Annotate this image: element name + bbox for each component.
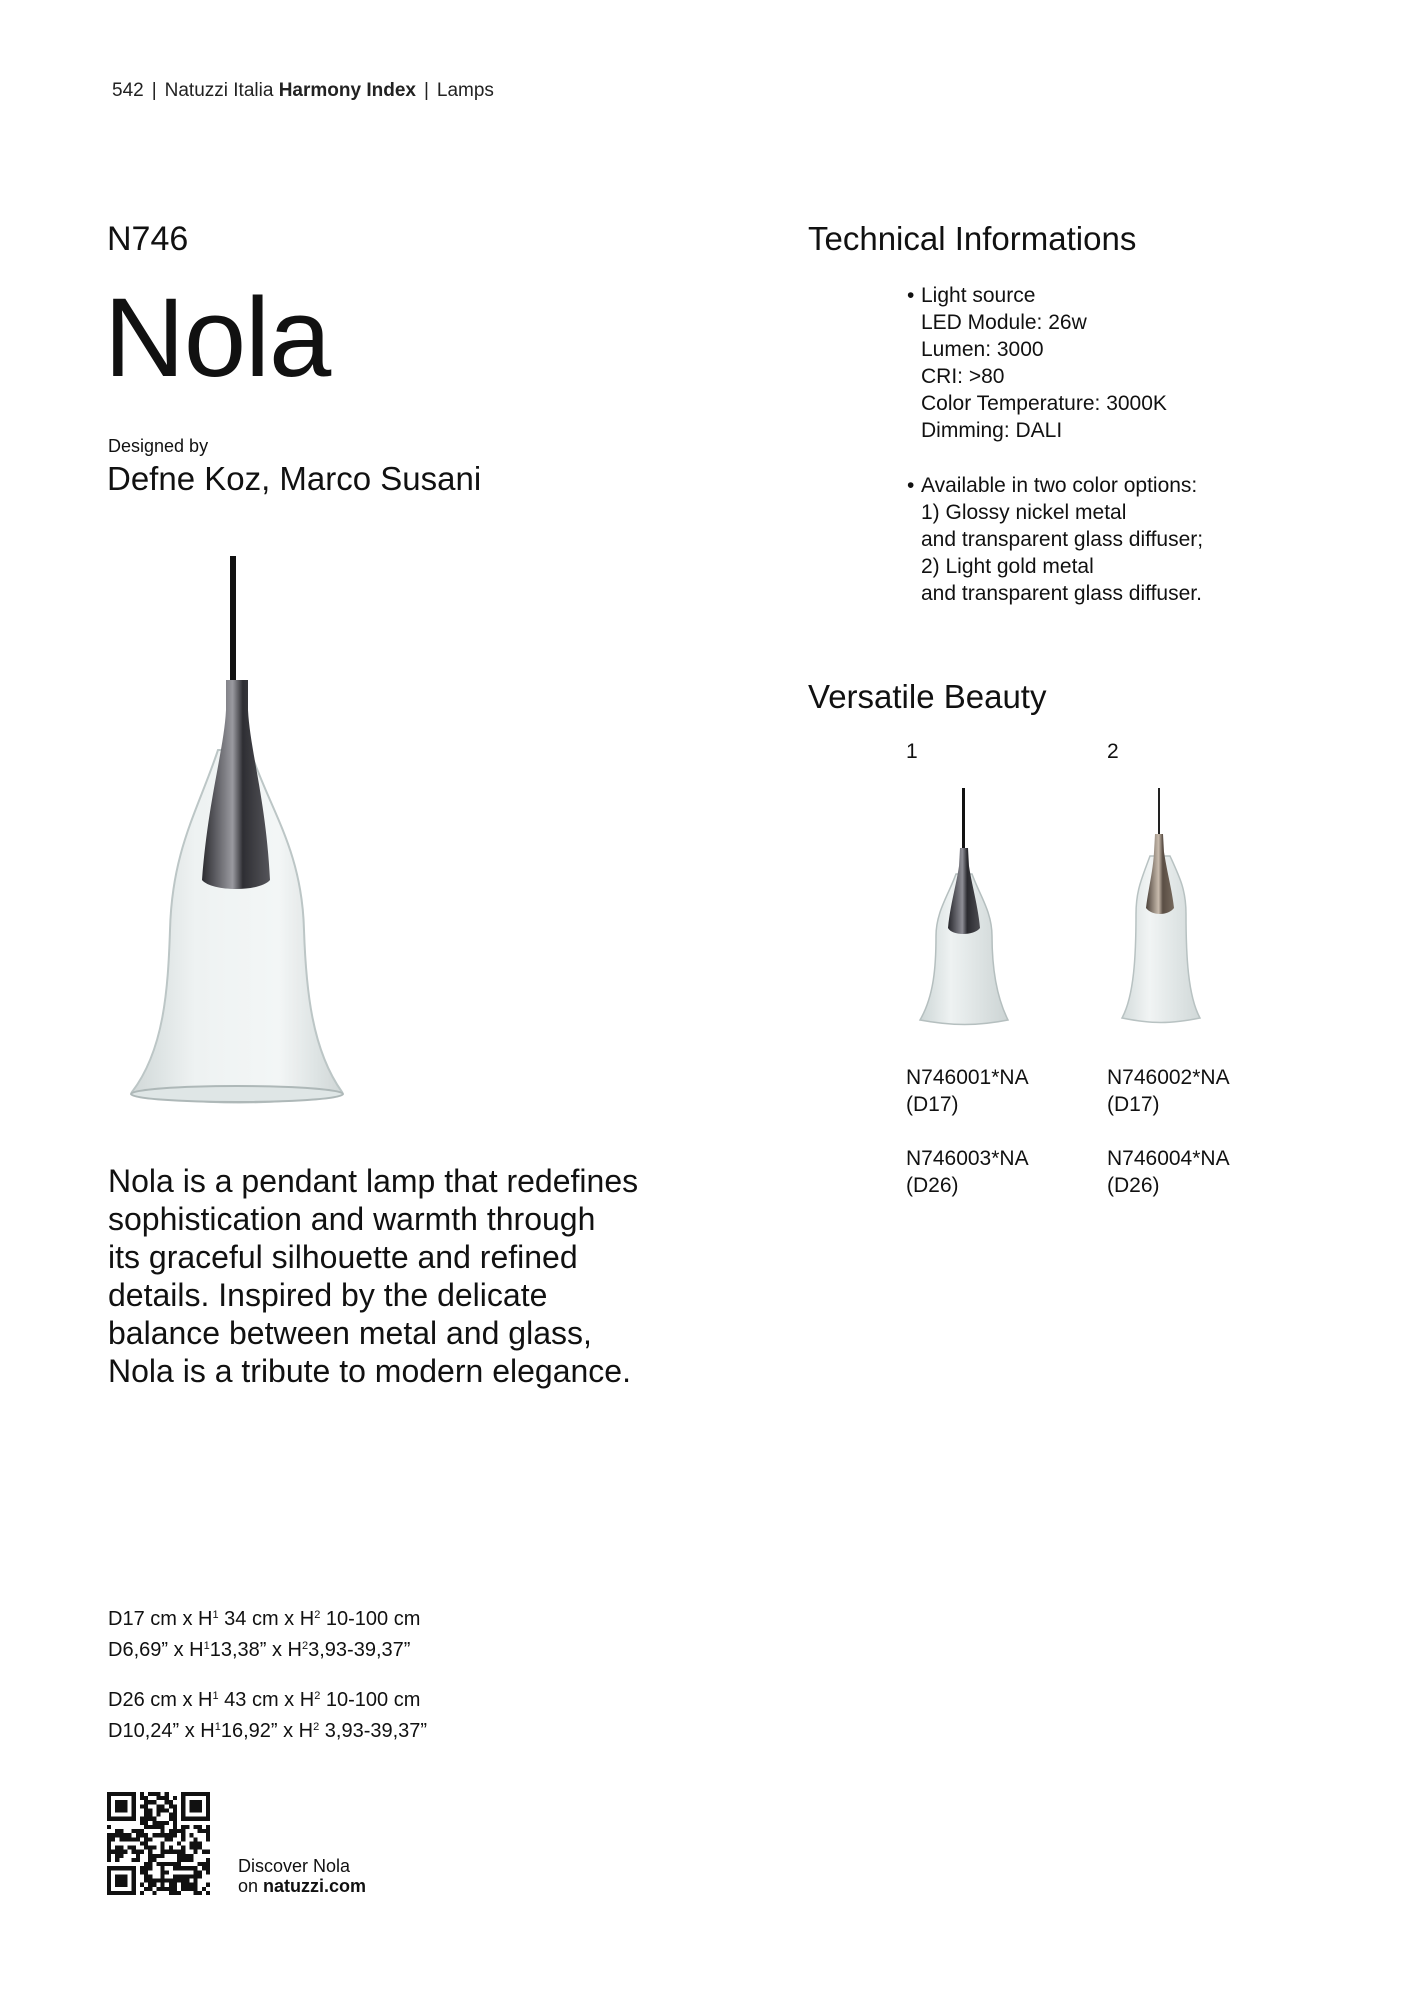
description-line: Nola is a tribute to modern elegance. [108,1353,631,1389]
spec-line: Lumen: 3000 [921,338,1044,361]
sku-code: N746004*NA [1107,1147,1230,1170]
dimensions-metric: D17 cm x $H^1$ 34 cm x $H^2$ 10-100 cm [108,1608,421,1630]
sku-code: N746001*NA [906,1066,1029,1089]
technical-title: Technical Informations [808,220,1137,257]
page-number: 542 [112,80,144,101]
description-line: its graceful silhouette and refined [108,1239,578,1275]
category-name: Lamps [436,80,494,101]
spec-line: Color Temperature: 3000K [921,392,1167,415]
sku-item [906,1064,1029,1118]
discover-link[interactable]: Discover Nola on natuzzi.com [238,1856,367,1896]
product-description [108,1162,688,1390]
product-title: Nola [104,275,331,400]
variant-lamp-nickel-image [912,786,1016,1026]
variant-number-2: 2 [1107,740,1119,763]
product-code: N746 [107,220,189,258]
dimensions-imperial: D10,24” x $H^116,92$” x $H^2$ 3,93-39,37” [108,1720,428,1742]
spec-line: and transparent glass diffuser. [921,582,1202,605]
variant-number-1: 1 [906,740,918,763]
qr-code-icon[interactable] [107,1792,210,1895]
spec-line: Available in two color options: [921,474,1198,497]
spec-line: Light source [921,284,1036,307]
designed-by-label: Designed by [108,436,209,456]
dimensions-imperial: D6,69” x $H^113,38$” x $H^23,93-39,37$” [108,1639,411,1661]
spec-light-source [907,282,1167,444]
sku-item [1107,1064,1230,1118]
sku-size: (D17) [1107,1093,1160,1116]
dimensions-large [108,1683,427,1745]
sku-size: (D26) [906,1174,959,1197]
spec-line: 1) Glossy nickel metal [921,501,1127,524]
variant-lamp-gold-image [1108,786,1212,1026]
running-header: 542 | Natuzzi Italia Harmony Index | Lamps [112,80,494,101]
description-line: details. Inspired by the delicate [108,1277,548,1313]
bullet-icon: • [907,474,915,497]
sku-item [906,1145,1029,1199]
spec-color-options [907,472,1204,607]
description-line: Nola is a pendant lamp that redefines [108,1163,639,1199]
spec-line: LED Module: 26w [921,311,1087,334]
main-lamp-image [120,550,360,1110]
description-line: sophistication and warmth through [108,1201,596,1237]
brand-name: Natuzzi Italia [164,80,274,101]
dimensions-metric: D26 cm x $H^1$ 43 cm x $H^2$ 10-100 cm [108,1689,421,1711]
cable [230,556,236,686]
description-line: balance between metal and glass, [108,1315,592,1351]
designer-names: Defne Koz, Marco Susani [107,460,482,497]
sku-code: N746002*NA [1107,1066,1230,1089]
spec-line: 2) Light gold metal [921,555,1094,578]
sku-code: N746003*NA [906,1147,1029,1170]
discover-title: Discover Nola [238,1856,351,1876]
dimensions-small [108,1602,420,1664]
sku-item [1107,1145,1230,1199]
sku-size: (D17) [906,1093,959,1116]
website-link[interactable]: natuzzi.com [263,1876,367,1896]
sku-size: (D26) [1107,1174,1160,1197]
spec-line: Dimming: DALI [921,419,1063,442]
spec-line: and transparent glass diffuser; [921,528,1204,551]
versatile-title: Versatile Beauty [808,678,1047,715]
bullet-icon: • [907,284,915,307]
spec-line: CRI: >80 [921,365,1005,388]
collection-name: Harmony Index [278,80,416,101]
